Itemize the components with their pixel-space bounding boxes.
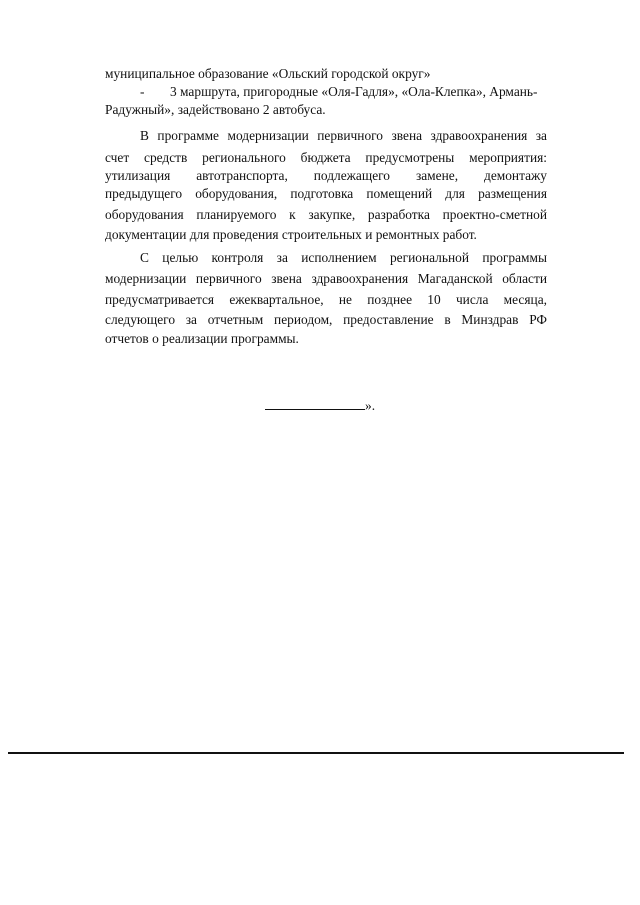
closing-underline [265,397,375,415]
text-line-municipality: муниципальное образование «Ольский городской округ» [105,66,431,81]
paragraph-modernization-line-6: документации для проведения строительных и ремонтных работ. [105,227,477,242]
closing-quote-mark: ». [365,398,376,413]
text-line-routes: 3 маршрута, пригородные «Оля-Гадля», «Ола-Клепка», Армань- [170,84,538,99]
text-line-buses: Радужный», задействовано 2 автобуса. [105,102,326,117]
paragraph-modernization-line-4: предыдущего оборудования, подготовка помещений для размещения [105,186,547,201]
paragraph-modernization-line-2: счет средств регионального бюджета предусмотрены мероприятия: [105,150,547,165]
list-bullet-dash: - [140,84,145,99]
paragraph-control-line-3: предусматривается ежеквартальное, не позднее 10 числа месяца, [105,292,547,307]
horizontal-rule [8,752,624,754]
paragraph-control-line-5: отчетов о реализации программы. [105,331,299,346]
paragraph-modernization-line-3: утилизация автотранспорта, подлежащего замене, демонтажу [105,168,547,183]
paragraph-modernization-line-1: В программе модернизации первичного звена здравоохранения за [140,128,547,143]
paragraph-control-line-2: модернизации первичного звена здравоохранения Магаданской области [105,271,547,286]
paragraph-control-line-4: следующего за отчетным периодом, предоставление в Минздрав РФ [105,312,547,327]
closing-blank-line [265,397,365,410]
paragraph-modernization-line-5: оборудования планируемого к закупке, разработка проектно-сметной [105,207,547,222]
paragraph-control-line-1: С целью контроля за исполнением региональной программы [140,250,547,265]
